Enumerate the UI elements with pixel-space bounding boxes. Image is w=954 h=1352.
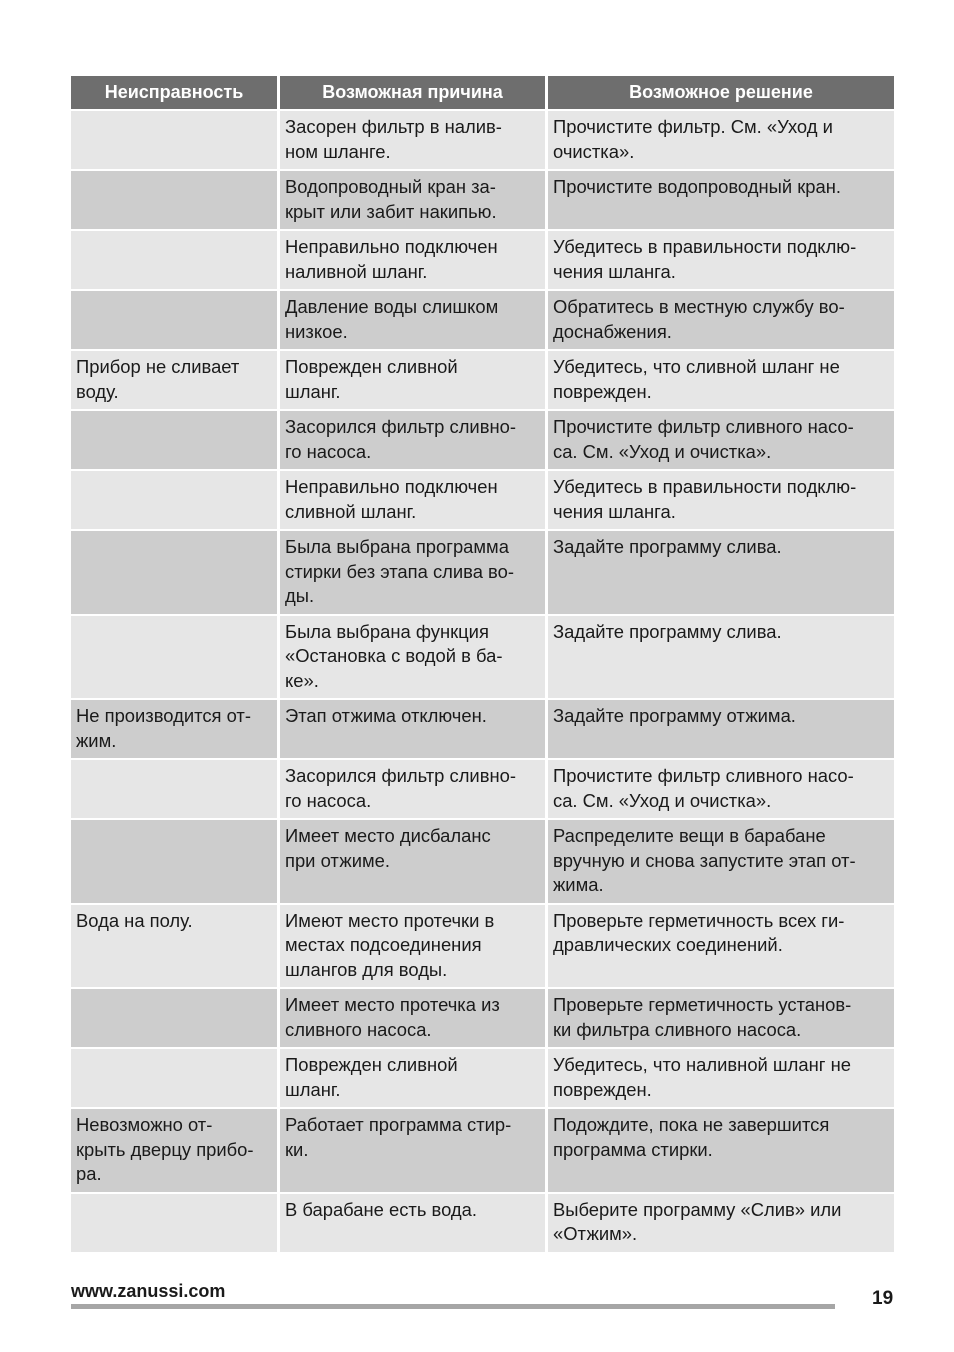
- solution-cell: Убедитесь в правильности подклю- чения шланга.: [548, 469, 894, 529]
- cause-cell: Засорился фильтр сливно- го насоса.: [280, 409, 548, 469]
- problem-cell: [71, 1047, 280, 1107]
- table-row: [71, 229, 894, 289]
- table-row: [71, 987, 894, 1047]
- problem-cell: Вода на полу.: [71, 903, 280, 988]
- problem-cell: [71, 229, 280, 289]
- solution-cell: Выберите программу «Слив» или «Отжим».: [548, 1192, 894, 1252]
- problem-cell: [71, 409, 280, 469]
- problem-cell: [71, 529, 280, 614]
- solution-cell: Задайте программу отжима.: [548, 698, 894, 758]
- table-row: [71, 529, 894, 614]
- cause-cell: Имеет место дисбаланс при отжиме.: [280, 818, 548, 903]
- problem-cell: [71, 818, 280, 903]
- page-number: 19: [872, 1288, 894, 1309]
- table-row: [71, 169, 894, 229]
- cause-cell: Была выбрана функция «Остановка с водой в ба- ке».: [280, 614, 548, 699]
- solution-cell: Прочистите фильтр сливного насо- са. См. «Уход и очистка».: [548, 409, 894, 469]
- problem-cell: [71, 289, 280, 349]
- solution-cell: Распределите вещи в барабане вручную и снова запустите этап от- жима.: [548, 818, 894, 903]
- solution-cell: Прочистите фильтр сливного насо- са. См. «Уход и очистка».: [548, 758, 894, 818]
- table-header-row: [71, 76, 894, 109]
- table-row: [71, 698, 894, 758]
- problem-cell: Прибор не сливает воду.: [71, 349, 280, 409]
- website-url: www.zanussi.com: [71, 1281, 226, 1301]
- cause-cell: Работает программа стир- ки.: [280, 1107, 548, 1192]
- cause-cell: Давление воды слишком низкое.: [280, 289, 548, 349]
- table-row: [71, 818, 894, 903]
- solution-cell: Убедитесь в правильности подклю- чения шланга.: [548, 229, 894, 289]
- solution-cell: Убедитесь, что сливной шланг не поврежден.: [548, 349, 894, 409]
- problem-cell: Невозможно от- крыть дверцу прибо- ра.: [71, 1107, 280, 1192]
- table-row: [71, 614, 894, 699]
- footer-rule: [71, 1304, 835, 1309]
- problem-cell: [71, 614, 280, 699]
- table-row: [71, 1107, 894, 1192]
- table-row: [71, 349, 894, 409]
- table-row: [71, 1047, 894, 1107]
- header-problem: Неисправность: [71, 76, 280, 109]
- cause-cell: Имеют место протечки в местах подсоединения шлангов для воды.: [280, 903, 548, 988]
- solution-cell: Убедитесь, что наливной шланг не поврежден.: [548, 1047, 894, 1107]
- solution-cell: Прочистите водопроводный кран.: [548, 169, 894, 229]
- cause-cell: Засорен фильтр в налив- ном шланге.: [280, 109, 548, 169]
- solution-cell: Прочистите фильтр. См. «Уход и очистка».: [548, 109, 894, 169]
- solution-cell: Проверьте герметичность всех ги- дравлических соединений.: [548, 903, 894, 988]
- cause-cell: Была выбрана программа стирки без этапа слива во- ды.: [280, 529, 548, 614]
- cause-cell: Неправильно подключен сливной шланг.: [280, 469, 548, 529]
- problem-cell: [71, 758, 280, 818]
- header-solution: Возможное решение: [548, 76, 894, 109]
- cause-cell: Имеет место протечка из сливного насоса.: [280, 987, 548, 1047]
- cause-cell: Неправильно подключен наливной шланг.: [280, 229, 548, 289]
- table-row: [71, 409, 894, 469]
- cause-cell: Этап отжима отключен.: [280, 698, 548, 758]
- solution-cell: Обратитесь в местную службу во- доснабжения.: [548, 289, 894, 349]
- cause-cell: В барабане есть вода.: [280, 1192, 548, 1252]
- table-row: [71, 758, 894, 818]
- table-row: [71, 1192, 894, 1252]
- header-cause: Возможная причина: [280, 76, 548, 109]
- problem-cell: [71, 469, 280, 529]
- table-row: [71, 903, 894, 988]
- solution-cell: Задайте программу слива.: [548, 529, 894, 614]
- cause-cell: Засорился фильтр сливно- го насоса.: [280, 758, 548, 818]
- troubleshooting-table: [71, 76, 894, 1252]
- solution-cell: Задайте программу слива.: [548, 614, 894, 699]
- solution-cell: Проверьте герметичность установ- ки фильтра сливного насоса.: [548, 987, 894, 1047]
- cause-cell: Поврежден сливной шланг.: [280, 349, 548, 409]
- problem-cell: [71, 987, 280, 1047]
- cause-cell: Поврежден сливной шланг.: [280, 1047, 548, 1107]
- table-row: [71, 109, 894, 169]
- solution-cell: Подождите, пока не завершится программа стирки.: [548, 1107, 894, 1192]
- table-row: [71, 289, 894, 349]
- problem-cell: [71, 109, 280, 169]
- table-row: [71, 469, 894, 529]
- problem-cell: [71, 1192, 280, 1252]
- table-body: [71, 109, 894, 1252]
- problem-cell: Не производится от- жим.: [71, 698, 280, 758]
- problem-cell: [71, 169, 280, 229]
- cause-cell: Водопроводный кран за- крыт или забит накипью.: [280, 169, 548, 229]
